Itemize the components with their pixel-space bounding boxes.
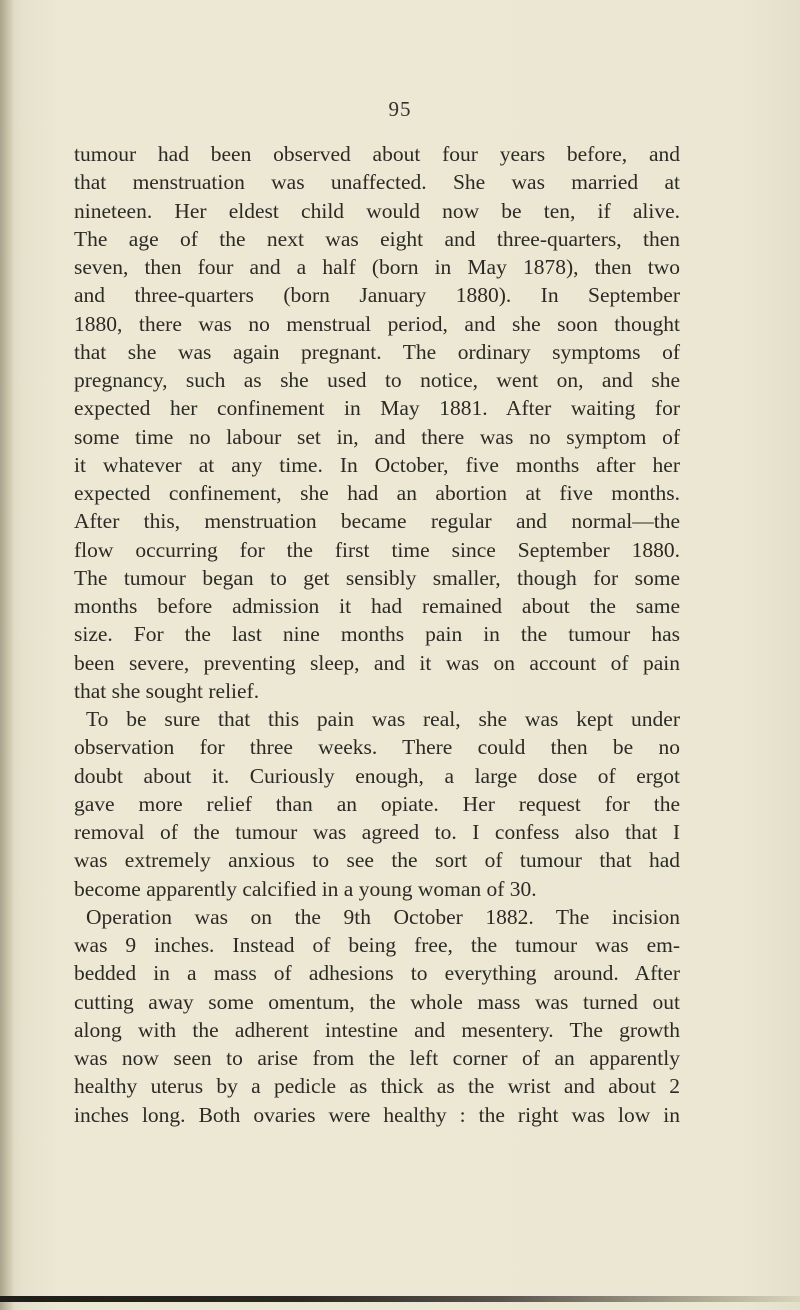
text-line: cutting away some omentum, the whole mass was turned out bbox=[74, 989, 680, 1014]
text-line: removal of the tumour was agreed to. I confess also that I bbox=[74, 820, 680, 844]
binding-shadow bbox=[0, 0, 14, 1310]
text-line: The age of the next was eight and three-quarters, then bbox=[74, 226, 680, 251]
text-line: that she sought relief. bbox=[74, 678, 260, 703]
text-line: The tumour began to get sensibly smaller, though for some bbox=[74, 565, 680, 590]
text-line: been severe, preventing sleep, and it was on account of pain bbox=[74, 650, 680, 675]
text-line: pregnancy, such as she used to notice, went on, and she bbox=[74, 368, 680, 392]
text-line: seven, then four and a half (born in May 1878), then two bbox=[74, 255, 680, 279]
text-line: healthy uterus by a pedicle as thick as the wrist and about 2 bbox=[74, 1074, 680, 1099]
text-line: that menstruation was unaffected. She was married at bbox=[74, 170, 680, 195]
page-number: 95 bbox=[388, 97, 412, 121]
body-text bbox=[74, 140, 680, 1129]
text-line: expected confinement, she had an abortion at five months. bbox=[74, 481, 680, 505]
text-line: To be sure that this pain was real, she was kept under bbox=[86, 707, 680, 731]
text-line: along with the adherent intestine and mesentery. The growth bbox=[74, 1017, 680, 1042]
text-line: and three-quarters (born January 1880). In September bbox=[74, 283, 680, 308]
text-line: inches long. Both ovaries were healthy : the right was low in bbox=[74, 1102, 680, 1127]
text-line: expected her confinement in May 1881. After waiting for bbox=[74, 396, 680, 421]
text-line: flow occurring for the first time since September 1880. bbox=[74, 537, 680, 562]
text-line: it whatever at any time. In October, five months after her bbox=[74, 452, 680, 477]
text-line: doubt about it. Curiously enough, a large dose of ergot bbox=[74, 763, 680, 788]
text-line: size. For the last nine months pain in the tumour has bbox=[74, 622, 680, 647]
text-line: nineteen. Her eldest child would now be ten, if alive. bbox=[74, 198, 680, 223]
text-line: observation for three weeks. There could then be no bbox=[74, 735, 680, 760]
text-line: was 9 inches. Instead of being free, the tumour was em- bbox=[74, 933, 680, 957]
text-line: months before admission it had remained about the same bbox=[74, 594, 680, 618]
text-line: gave more relief than an opiate. Her request for the bbox=[74, 791, 680, 816]
text-line: tumour had been observed about four years before, and bbox=[74, 142, 680, 166]
text-line: Operation was on the 9th October 1882. The incision bbox=[86, 904, 680, 929]
text-line: 1880, there was no menstrual period, and she soon thought bbox=[74, 311, 680, 336]
text-line: was now seen to arise from the left corner of an apparently bbox=[74, 1046, 680, 1070]
page-bottom-edge bbox=[0, 1296, 800, 1302]
text-line: After this, menstruation became regular and normal—the bbox=[74, 509, 680, 534]
text-line: that she was again pregnant. The ordinary symptoms of bbox=[74, 339, 680, 364]
text-line: some time no labour set in, and there was no symptom of bbox=[74, 424, 680, 449]
text-line: was extremely anxious to see the sort of tumour that had bbox=[74, 848, 680, 873]
text-line: become apparently calcified in a young woman of 30. bbox=[74, 876, 537, 901]
text-line: bedded in a mass of adhesions to everything around. After bbox=[74, 961, 680, 986]
